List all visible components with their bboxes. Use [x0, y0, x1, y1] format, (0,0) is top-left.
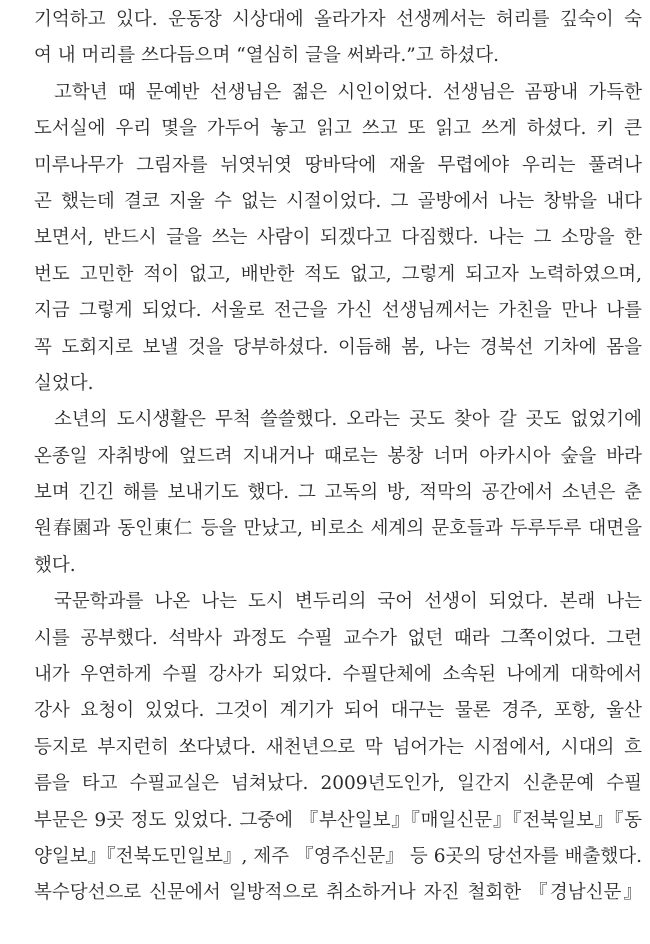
text-line: 꼭 도회지로 보낼 것을 당부하셨다. 이듬해 봄, 나는 경북선 기차에 몸을 — [34, 336, 642, 358]
text-line: 시를 공부했다. 석박사 과정도 수필 교수가 없던 때라 그쪽이었다. 그런 — [34, 627, 642, 649]
text-line: 기억하고 있다. 운동장 시상대에 올라가자 선생께서는 허리를 깊숙이 숙 — [34, 9, 642, 30]
text-line: 보면서, 반드시 글을 쓰는 사람이 되겠다고 다짐했다. 나는 그 소망을 한 — [34, 227, 642, 249]
text-line: 복수당선으로 신문에서 일방적으로 취소하거나 자진 철회한 『경남신문』 — [34, 882, 642, 904]
text-line: 미루나무가 그림자를 뉘엿뉘엿 땅바닥에 재울 무렵에야 우리는 풀려나 — [34, 154, 642, 176]
text-line: 름을 타고 수필교실은 넘쳐났다. 2009년도인가, 일간지 신춘문예 수필 — [34, 773, 642, 795]
text-line: 강사 요청이 있었다. 그것이 계기가 되어 대구는 물론 경주, 포항, 울산 — [34, 700, 642, 722]
text-line: 지금 그렇게 되었다. 서울로 전근을 가신 선생님께서는 가친을 만나 나를 — [34, 300, 642, 322]
text-line: 원春園과 동인東仁 등을 만났고, 비로소 세계의 문호들과 두루두루 대면을 — [34, 518, 642, 540]
text-line: 내가 우연하게 수필 강사가 되었다. 수필단체에 소속된 나에게 대학에서 — [34, 664, 642, 686]
text-line: 고학년 때 문예반 선생님은 젊은 시인이었다. 선생님은 곰팡내 가득한 — [54, 81, 642, 103]
text-line: 여 내 머리를 쓰다듬으며 “열심히 글을 써봐라.”고 하셨다. — [34, 45, 500, 67]
text-line: 국문학과를 나온 나는 도시 변두리의 국어 선생이 되었다. 본래 나는 — [54, 591, 642, 613]
text-line: 실었다. — [34, 372, 94, 394]
text-line: 했다. — [34, 554, 76, 576]
text-line: 번도 고민한 적이 없고, 배반한 적도 없고, 그렇게 되고자 노력하였으며, — [34, 263, 642, 285]
text-line: 도서실에 우리 몇을 가두어 놓고 읽고 쓰고 또 읽고 쓰게 하셨다. 키 큰 — [34, 118, 642, 140]
text-line: 온종일 자취방에 엎드려 지내거나 때로는 봉창 너머 아카시아 숲을 바라 — [34, 445, 642, 467]
text-line: 부문은 9곳 정도 있었다. 그중에 『부산일보』『매일신문』『전북일보』『동 — [34, 809, 642, 831]
text-line: 양일보』『전북도민일보』, 제주 『영주신문』 등 6곳의 당선자를 배출했다. — [34, 845, 642, 867]
text-line: 곤 했는데 결코 지울 수 없는 시절이었다. 그 골방에서 나는 창밖을 내다 — [34, 190, 642, 212]
text-line: 등지로 부지런히 쏘다녔다. 새천년으로 막 넘어가는 시점에서, 시대의 흐 — [34, 736, 642, 758]
text-line: 소년의 도시생활은 무척 쓸쓸했다. 오라는 곳도 찾아 갈 곳도 없었기에 — [54, 409, 642, 431]
text-line: 보며 긴긴 해를 보내기도 했다. 그 고독의 방, 적막의 공간에서 소년은 춘 — [34, 482, 642, 504]
